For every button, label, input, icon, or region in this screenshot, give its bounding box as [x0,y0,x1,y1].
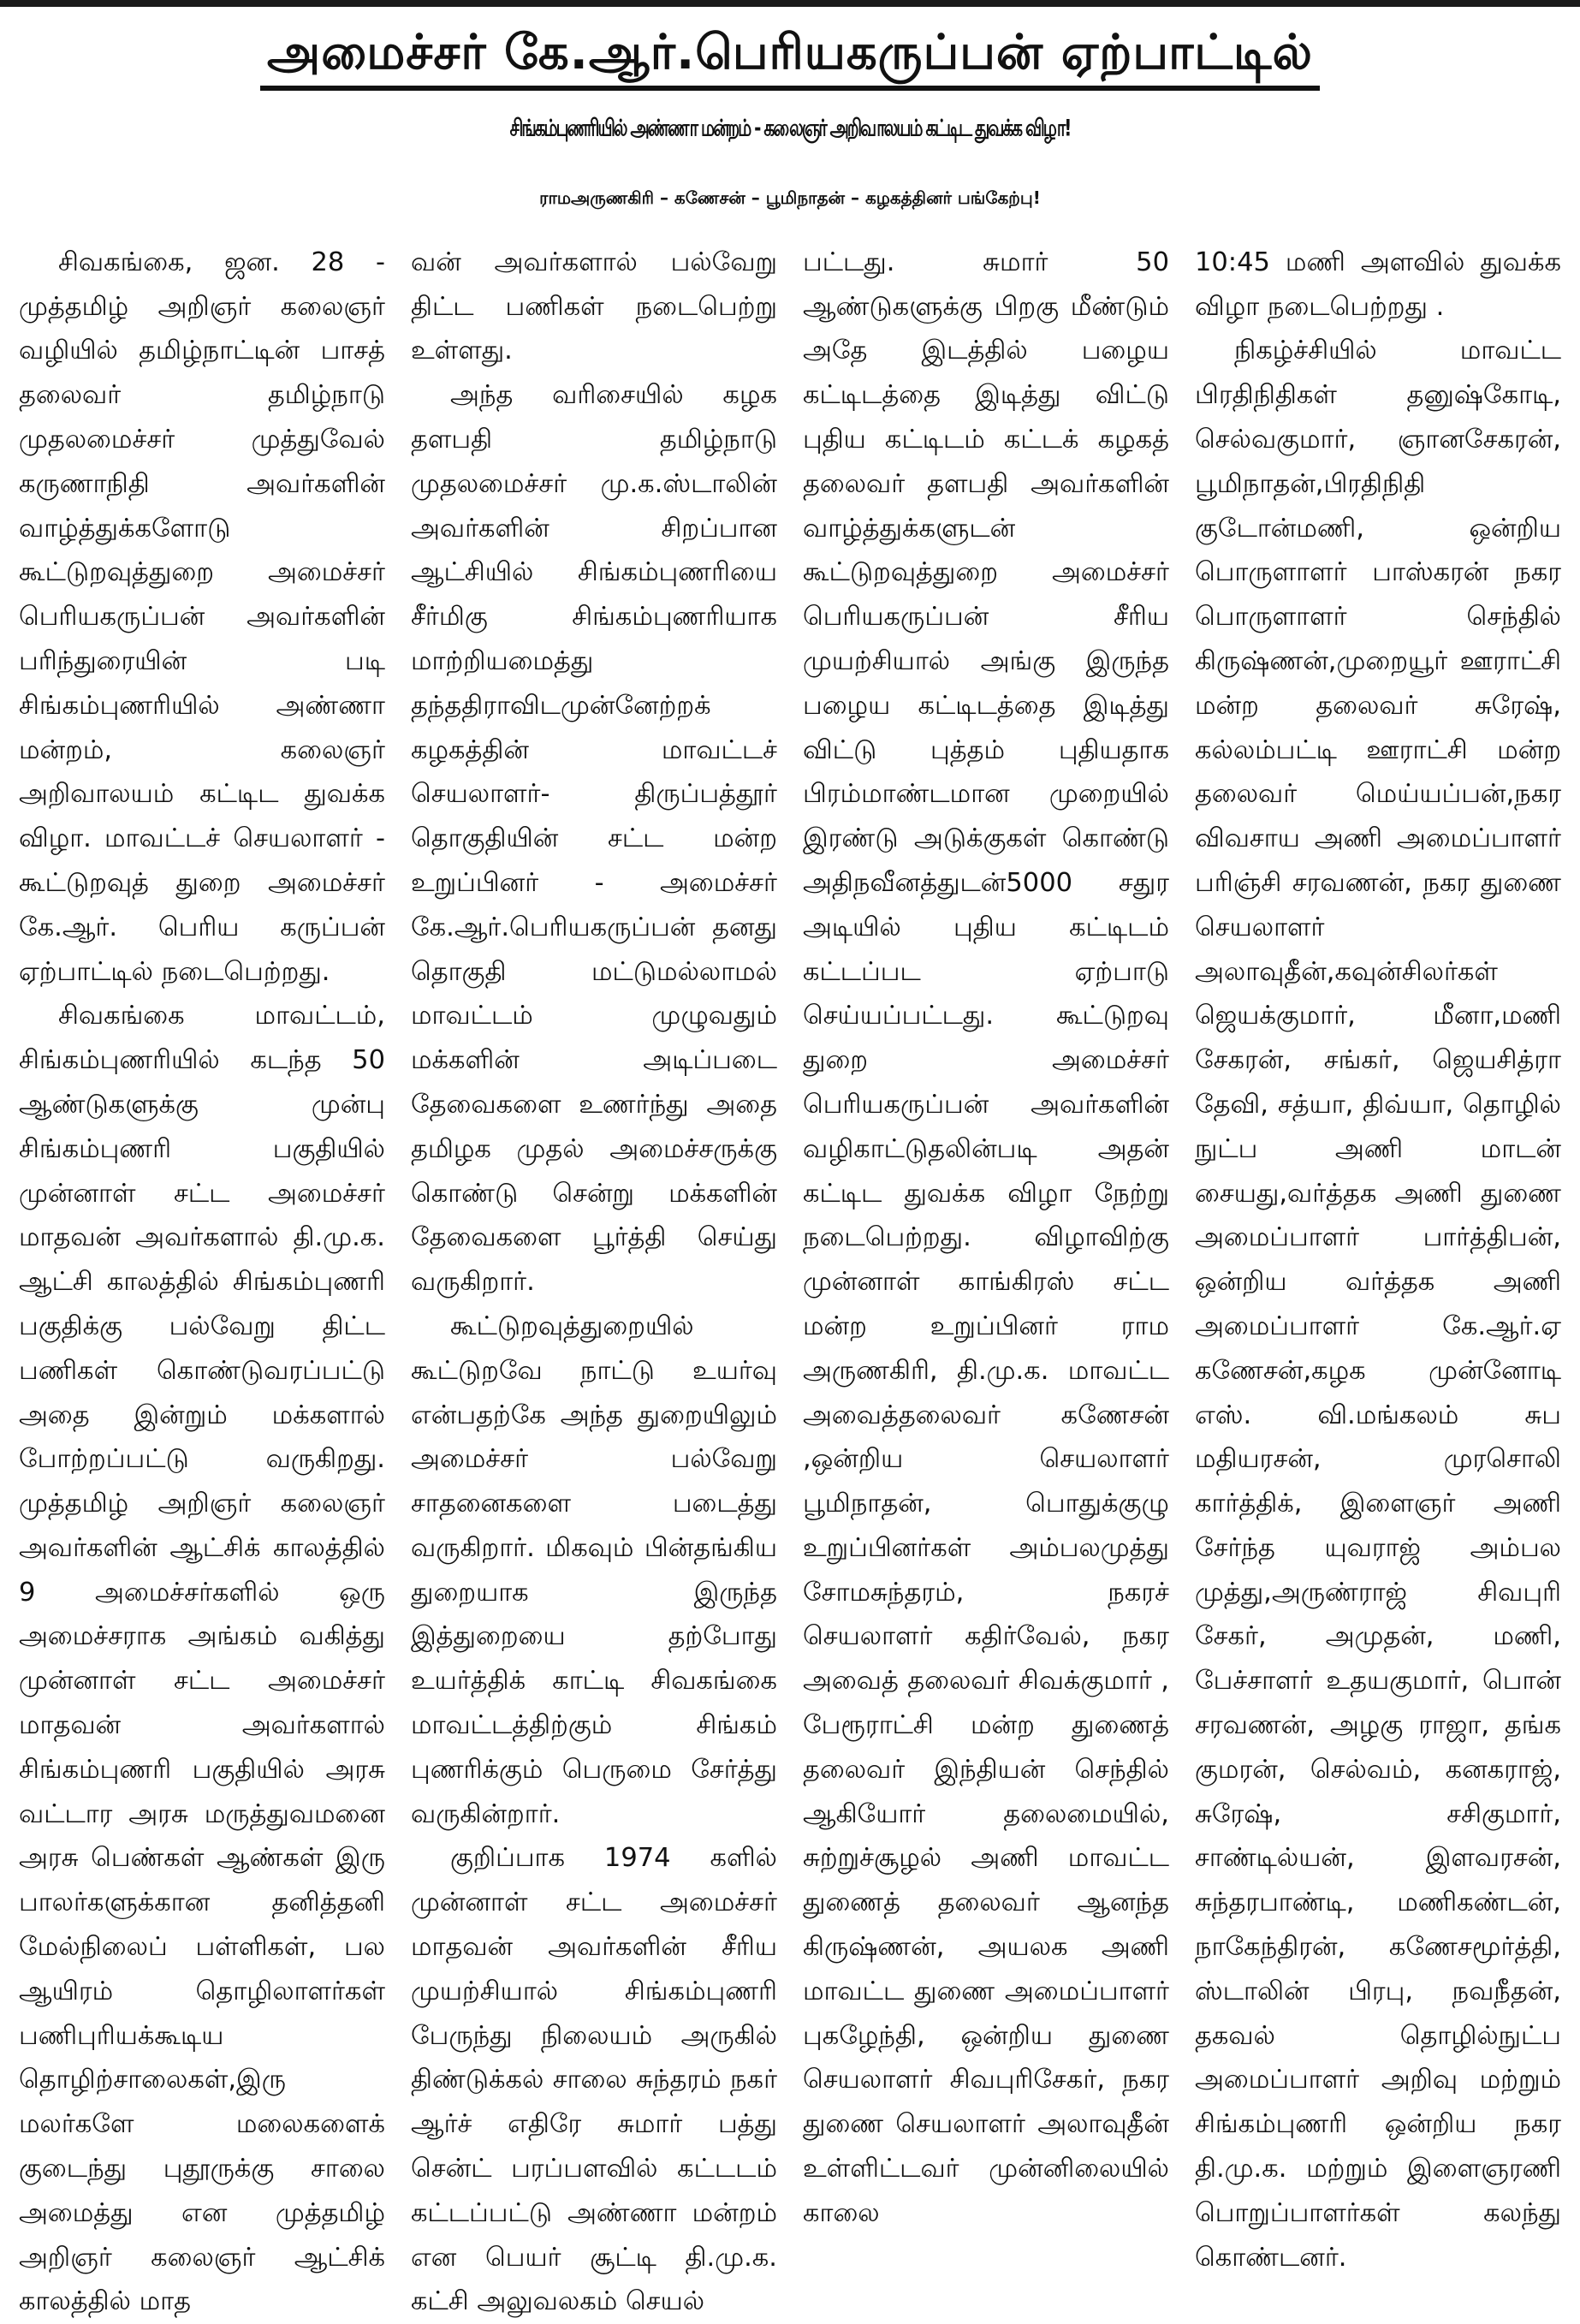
column-3-paragraph-1: பட்டது. சுமார் 50 ஆண்டுகளுக்கு பிறகு மீண்டும் அதே இடத்தில் பழைய கட்டிடத்தை இடித்து விட்டு புதிய கட்டிடம் கட்டக் கழகத் தலைவர் தளபதி அவர்களின் வாழ்த்துக்களுடன் கூட்டுறவுத்துறை அமைச்சர் பெரியகருப்பன் சீரிய முயற்சியால் அங்கு இருந்த பழைய கட்டிடத்தை இடித்து விட்டு புத்தம் புதியதாக பிரம்மாண்டமான முறையில் இரண்டு அடுக்குகள் கொண்டு அதிநவீனத்துடன்5000 சதுர அடியில் புதிய கட்டிடம் கட்டப்பட ஏற்பாடு செய்யப்பட்டது. கூட்டுறவு துறை அமைச்சர் பெரியகருப்பன் அவர்களின் வழிகாட்டுதலின்படி அதன் கட்டிட துவக்க விழா நேற்று நடைபெற்றது. விழாவிற்கு முன்னாள் காங்கிரஸ் சட்ட மன்ற உறுப்பினர் ராம அருணகிரி, தி.மு.க. மாவட்ட அவைத்தலைவர் கணேசன் ,ஒன்றிய செயலாளர் பூமிநாதன், பொதுக்குழு உறுப்பினர்கள் அம்பலமுத்து சோமசுந்தரம், நகரச் செயலாளர் கதிர்வேல், நகர அவைத் தலைவர் சிவக்குமார் , பேரூராட்சி மன்ற துணைத் தலைவர் இந்தியன் செந்தில் ஆகியோர் தலைமையில், சுற்றுச்சூழல் அணி மாவட்ட துணைத் தலைவர் ஆனந்த கிருஷ்ணன், அயலக அணி மாவட்ட துணை அமைப்பாளர் புகழேந்தி, ஒன்றிய துணை செயலாளர் சிவபுரிசேகர், நகர துணை செயலாளர் அலாவுதீன் உள்ளிட்டவர் முன்னிலையில் காலை [803,247,1169,2228]
subheadline: ராமஅருணகிரி – கணேசன் – பூமிநாதன் – கழகத்தினர் பங்கேற்பு! [539,187,1041,208]
column-1 [19,241,385,2324]
headline: சிங்கம்புணரியில் அண்ணா மன்றம் - கலைஞர் அறிவாலயம் கட்டிட துவக்க விழா! [509,114,1071,142]
column-2-paragraph-1: வன் அவர்களால் பல்வேறு திட்ட பணிகள் நடைபெற்று உள்ளது. [411,247,777,366]
column-2-paragraph-4: குறிப்பாக 1974 களில் முன்னாள் சட்ட அமைச்சர் மாதவன் அவர்களின் சீரிய முயற்சியால் சிங்கம்புணரி பேருந்து நிலையம் அருகில் திண்டுக்கல் சாலை சுந்தரம் நகர் ஆர்ச் எதிரே சுமார் பத்து சென்ட் பரப்பளவில் கட்டடம் கட்டப்பட்டு அண்ணா மன்றம் என பெயர் சூட்டி தி.மு.க. கட்சி அலுவலகம் செயல் [411,1843,777,2317]
article-body [19,241,1561,2317]
column-4-paragraph-1: 10:45 மணி அளவில் துவக்க விழா நடைபெற்றது . [1195,247,1561,322]
column-4-paragraph-2: நிகழ்ச்சியில் மாவட்ட பிரதிநிதிகள் தனுஷ்கோடி, செல்வகுமார், ஞானசேகரன், பூமிநாதன்,பிரதிநிதி குடோன்மணி, ஒன்றிய பொருளாளர் பாஸ்கரன் நகர பொருளாளர் செந்தில் கிருஷ்ணன்,முறையூர் ஊராட்சி மன்ற தலைவர் சுரேஷ், கல்லம்பட்டி ஊராட்சி மன்ற தலைவர் மெய்யப்பன்,நகர விவசாய அணி அமைப்பாளர் பரிஞ்சி சரவணன், நகர துணை செயலாளர் அலாவுதீன்,கவுன்சிலர்கள் ஜெயக்குமார், மீனா,மணி சேகரன், சங்கர், ஜெயசித்ரா தேவி, சத்யா, திவ்யா, தொழில் நுட்ப அணி மாடன் சையது,வர்த்தக அணி துணை அமைப்பாளர் பார்த்திபன், ஒன்றிய வர்த்தக அணி அமைப்பாளர் கே.ஆர்.ஏ கணேசன்,கழக முன்னோடி எஸ். வி.மங்கலம் சுப மதியரசன், முரசொலி கார்த்திக், இளைஞர் அணி சேர்ந்த யுவராஜ் அம்பல முத்து,அருண்ராஜ் சிவபுரி சேகர், அமுதன், மணி, பேச்சாளர் உதயகுமார், பொன் சரவணன், அழகு ராஜா, தங்க குமரன், செல்வம், கனகராஜ், சுரேஷ், சசிகுமார், சாண்டில்யன், இளவரசன், சுந்தரபாண்டி, மணிகண்டன், நாகேந்திரன், கணேசமூர்த்தி, ஸ்டாலின் பிரபு, நவநீதன், தகவல் தொழில்நுட்ப அமைப்பாளர் அறிவு மற்றும் சிங்கம்புணரி ஒன்றிய நகர தி.மு.க. மற்றும் இளைஞரணி பொறுப்பாளர்கள் கலந்து கொண்டனர். [1195,336,1561,2273]
top-border-strip [0,0,1580,7]
column-2 [411,241,777,2324]
column-3 [803,241,1169,2324]
column-1-paragraph-1: சிவகங்கை, ஜன. 28 - முத்தமிழ் அறிஞர் கலைஞர் வழியில் தமிழ்நாட்டின் பாசத் தலைவர் தமிழ்நாடு முதலமைச்சர் முத்துவேல் கருணாநிதி அவர்களின் வாழ்த்துக்களோடு கூட்டுறவுத்துறை அமைச்சர் பெரியகருப்பன் அவர்களின் பரிந்துரையின் படி சிங்கம்புணரியில் அண்ணா மன்றம், கலைஞர் அறிவாலயம் கட்டிட துவக்க விழா. மாவட்டச் செயலாளர் - கூட்டுறவுத் துறை அமைச்சர் கே.ஆர். பெரிய கருப்பன் ஏற்பாட்டில் நடைபெற்றது. [19,247,385,987]
kicker-line: அமைச்சர் கே.ஆர்.பெரியகருப்பன் ஏற்பாட்டில் [260,26,1320,91]
column-2-paragraph-2: அந்த வரிசையில் கழக தளபதி தமிழ்நாடு முதலமைச்சர் மு.க.ஸ்டாலின் அவர்களின் சிறப்பான ஆட்சியில் சிங்கம்புணரியை சீர்மிகு சிங்கம்புணரியாக மாற்றியமைத்து தந்ததிராவிடமுன்னேற்றக் கழகத்தின் மாவட்டச் செயலாளர்- திருப்பத்தூர் தொகுதியின் சட்ட மன்ற உறுப்பினர் - அமைச்சர் கே.ஆர்.பெரியகருப்பன் தனது தொகுதி மட்டுமல்லாமல் மாவட்டம் முழுவதும் மக்களின் அடிப்படை தேவைகளை உணர்ந்து அதை தமிழக முதல் அமைச்சருக்கு கொண்டு சென்று மக்களின் தேவைகளை பூர்த்தி செய்து வருகிறார். [411,380,777,1298]
column-1-paragraph-2: சிவகங்கை மாவட்டம், சிங்கம்புணரியில் கடந்த 50 ஆண்டுகளுக்கு முன்பு சிங்கம்புணரி பகுதியில் முன்னாள் சட்ட அமைச்சர் மாதவன் அவர்களால் தி.மு.க. ஆட்சி காலத்தில் சிங்கம்புணரி பகுதிக்கு பல்வேறு திட்ட பணிகள் கொண்டுவரப்பட்டு அதை இன்றும் மக்களால் போற்றப்பட்டு வருகிறது. முத்தமிழ் அறிஞர் கலைஞர் அவர்களின் ஆட்சிக் காலத்தில் 9 அமைச்சர்களில் ஒரு அமைச்சராக அங்கம் வகித்து முன்னாள் சட்ட அமைச்சர் மாதவன் அவர்களால் சிங்கம்புணரி பகுதியில் அரசு வட்டார அரசு மருத்துவமனை அரசு பெண்கள் ஆண்கள் இரு பாலர்களுக்கான தனித்தனி மேல்நிலைப் பள்ளிகள், பல ஆயிரம் தொழிலாளர்கள் பணிபுரியக்கூடிய தொழிற்சாலைகள்,இரு மலர்களே மலைகளைக் குடைந்து புதூருக்கு சாலை அமைத்து என முத்தமிழ் அறிஞர் கலைஞர் ஆட்சிக் காலத்தில் மாத [19,1001,385,2317]
kicker-wrap [19,26,1561,91]
column-4 [1195,241,1561,2324]
column-2-paragraph-3: கூட்டுறவுத்துறையில் கூட்டுறவே நாட்டு உயர்வு என்பதற்கே அந்த துறையிலும் அமைச்சர் பல்வேறு சாதனைகளை படைத்து வருகிறார். மிகவும் பின்தங்கிய துறையாக இருந்த இத்துறையை தற்போது உயர்த்திக் காட்டி சிவகங்கை மாவட்டத்திற்கும் சிங்கம் புணரிக்கும் பெருமை சேர்த்து வருகின்றார். [411,1311,777,1829]
